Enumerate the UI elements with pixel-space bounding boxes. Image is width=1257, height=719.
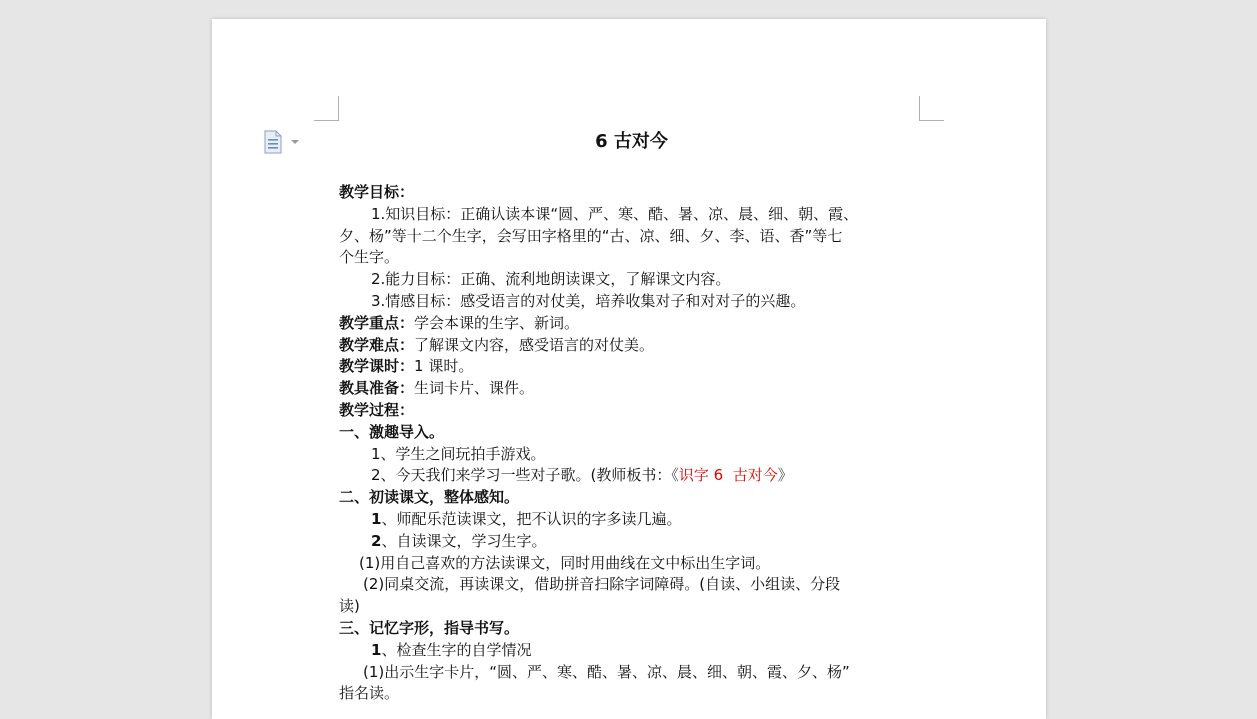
document-body — [339, 182, 924, 705]
section-2-item-1-text: 、师配乐范读课文，把不认识的字多读几遍。 — [381, 509, 682, 528]
key-point-label: 教学重点： — [339, 313, 415, 332]
margin-corner-top-right — [919, 96, 944, 121]
difficulty — [339, 335, 924, 357]
section-3-sub-1-line-1: (1)出示生字卡片，“圆、严、寒、酷、暑、凉、晨、细、朝、霞、夕、杨” — [363, 662, 850, 681]
section-2-item-2 — [339, 531, 924, 553]
document-title: 6 古对今 — [595, 131, 668, 152]
teaching-goal-label: 教学目标： — [339, 183, 415, 201]
section-1-item-2-prefix: 2、今天我们来学习一些对子歌。(教师板书：《 — [371, 466, 679, 485]
section-2-item-1 — [339, 509, 924, 531]
difficulty-label: 教学难点： — [339, 335, 415, 354]
key-point — [339, 313, 924, 335]
goal-3: 3.情感目标：感受语言的对仗美，培养收集对子和对对子的兴趣。 — [371, 291, 806, 310]
section-3-heading: 三、记忆字形，指导书写。 — [339, 618, 520, 637]
section-1-heading: 一、激趣导入。 — [339, 422, 445, 441]
goal-2: 2.能力目标：正确、流利地朗读课文，了解课文内容。 — [371, 270, 731, 289]
difficulty-text: 了解课文内容，感受语言的对仗美。 — [414, 335, 655, 354]
section-1-item-2 — [339, 465, 924, 487]
document-page — [212, 19, 1046, 719]
section-2-heading: 二、初读课文，整体感知。 — [339, 488, 520, 507]
teaching-hours-label: 教学课时： — [339, 357, 415, 376]
goal-1-line-1: 1.知识目标：正确认读本课“圆、严、寒、酷、暑、凉、晨、细、朝、霞、 — [371, 204, 859, 223]
margin-corner-top-left — [314, 96, 339, 121]
board-title-highlight: 识字 6 古对今 — [678, 466, 778, 485]
goal-1-line-3: 个生字。 — [339, 248, 400, 267]
section-2-sub-1: (1)用自己喜欢的方法读课文，同时用曲线在文中标出生字词。 — [359, 553, 771, 572]
section-3-sub-1-line-2: 指名读。 — [339, 684, 400, 703]
paste-options-icon[interactable] — [262, 130, 306, 154]
section-1-item-2-suffix: 》 — [777, 466, 793, 485]
section-2-item-2-number: 2 — [371, 531, 382, 550]
section-3-item-1-number: 1 — [371, 640, 382, 659]
section-2-sub-2-line-2: 读) — [339, 597, 360, 616]
teaching-tools-text: 生词卡片、课件。 — [414, 379, 535, 398]
teaching-process-label: 教学过程： — [339, 400, 415, 419]
teaching-hours — [339, 356, 924, 378]
section-2-item-1-number: 1 — [371, 509, 382, 528]
teaching-hours-text: 1 课时。 — [414, 357, 474, 376]
section-2-sub-2-line-1: (2)同桌交流，再读课文，借助拼音扫除字词障碍。(自读、小组读、分段 — [363, 575, 841, 594]
section-2-item-2-text: 、自读课文，学习生字。 — [381, 531, 547, 550]
teaching-tools-label: 教具准备： — [339, 379, 415, 398]
section-3-item-1 — [339, 640, 924, 662]
section-3-item-1-text: 、检查生字的自学情况 — [381, 640, 532, 659]
teaching-tools — [339, 378, 924, 400]
section-1-item-1: 1、学生之间玩拍手游戏。 — [371, 444, 546, 463]
key-point-text: 学会本课的生字、新词。 — [414, 313, 580, 332]
goal-1-line-2: 夕、杨”等十二个生字，会写田字格里的“古、凉、细、夕、李、语、香”等七 — [339, 226, 843, 245]
